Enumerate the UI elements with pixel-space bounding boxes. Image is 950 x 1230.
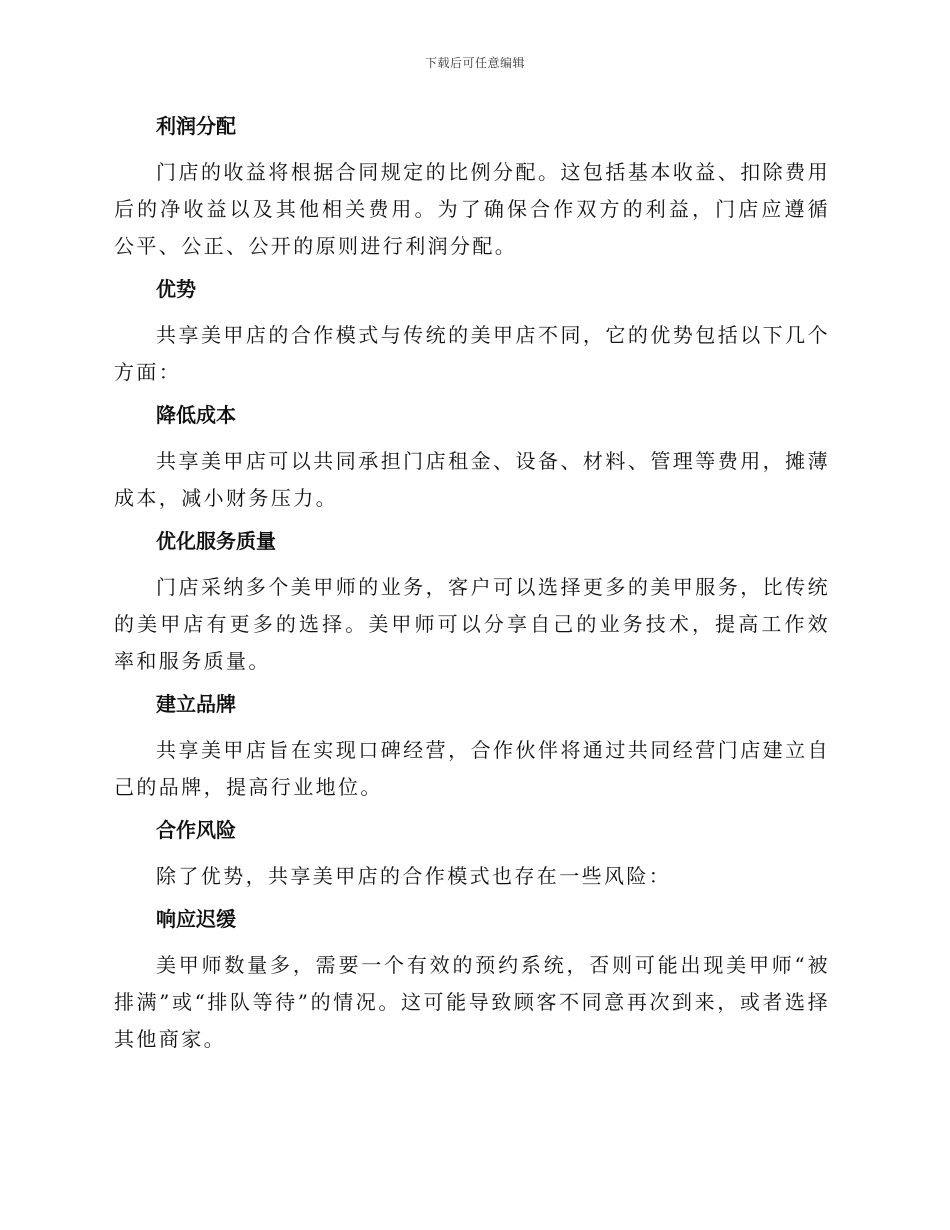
section-advantages: [114, 275, 830, 391]
section-heading: 优势: [156, 277, 196, 301]
section-heading: 合作风险: [156, 818, 236, 842]
section-heading: 利润分配: [156, 114, 236, 138]
section-paragraph: 共享美甲店旨在实现口碑经营，合作伙伴将通过共同经营门店建立自己的品牌，提高行业地位。: [114, 738, 830, 799]
section-heading: 响应迟缓: [156, 907, 236, 931]
section-service-quality: [114, 527, 830, 680]
section-paragraph: 门店采纳多个美甲师的业务，客户可以选择更多的美甲服务，比传统的美甲店有更多的选择。美甲师可以分享自己的业务技术，提高工作效率和服务质量。: [114, 575, 830, 673]
section-paragraph: 门店的收益将根据合同规定的比例分配。这包括基本收益、扣除费用后的净收益以及其他相关费用。为了确保合作双方的利益，门店应遵循公平、公正、公开的原则进行利润分配。: [114, 160, 830, 258]
section-slow-response: [114, 905, 830, 1058]
section-heading: 建立品牌: [156, 692, 236, 716]
section-paragraph: 共享美甲店的合作模式与传统的美甲店不同，它的优势包括以下几个方面：: [114, 323, 830, 384]
section-cooperation-risks: [114, 816, 830, 895]
section-paragraph: 除了优势，共享美甲店的合作模式也存在一些风险：: [156, 864, 672, 888]
section-profit-distribution: [114, 112, 830, 265]
section-paragraph: 美甲师数量多，需要一个有效的预约系统，否则可能出现美甲师“被排满”或“排队等待”的情况。这可能导致顾客不同意再次到来，或者选择其他商家。: [114, 953, 830, 1051]
document-body: [114, 112, 830, 1068]
section-paragraph: 共享美甲店可以共同承担门店租金、设备、材料、管理等费用，摊薄成本，减小财务压力。: [114, 449, 830, 510]
section-heading: 降低成本: [156, 403, 236, 427]
section-brand-building: [114, 690, 830, 806]
section-reduce-costs: [114, 401, 830, 517]
page-header-note: 下载后可任意编辑: [424, 56, 525, 70]
section-heading: 优化服务质量: [156, 529, 276, 553]
